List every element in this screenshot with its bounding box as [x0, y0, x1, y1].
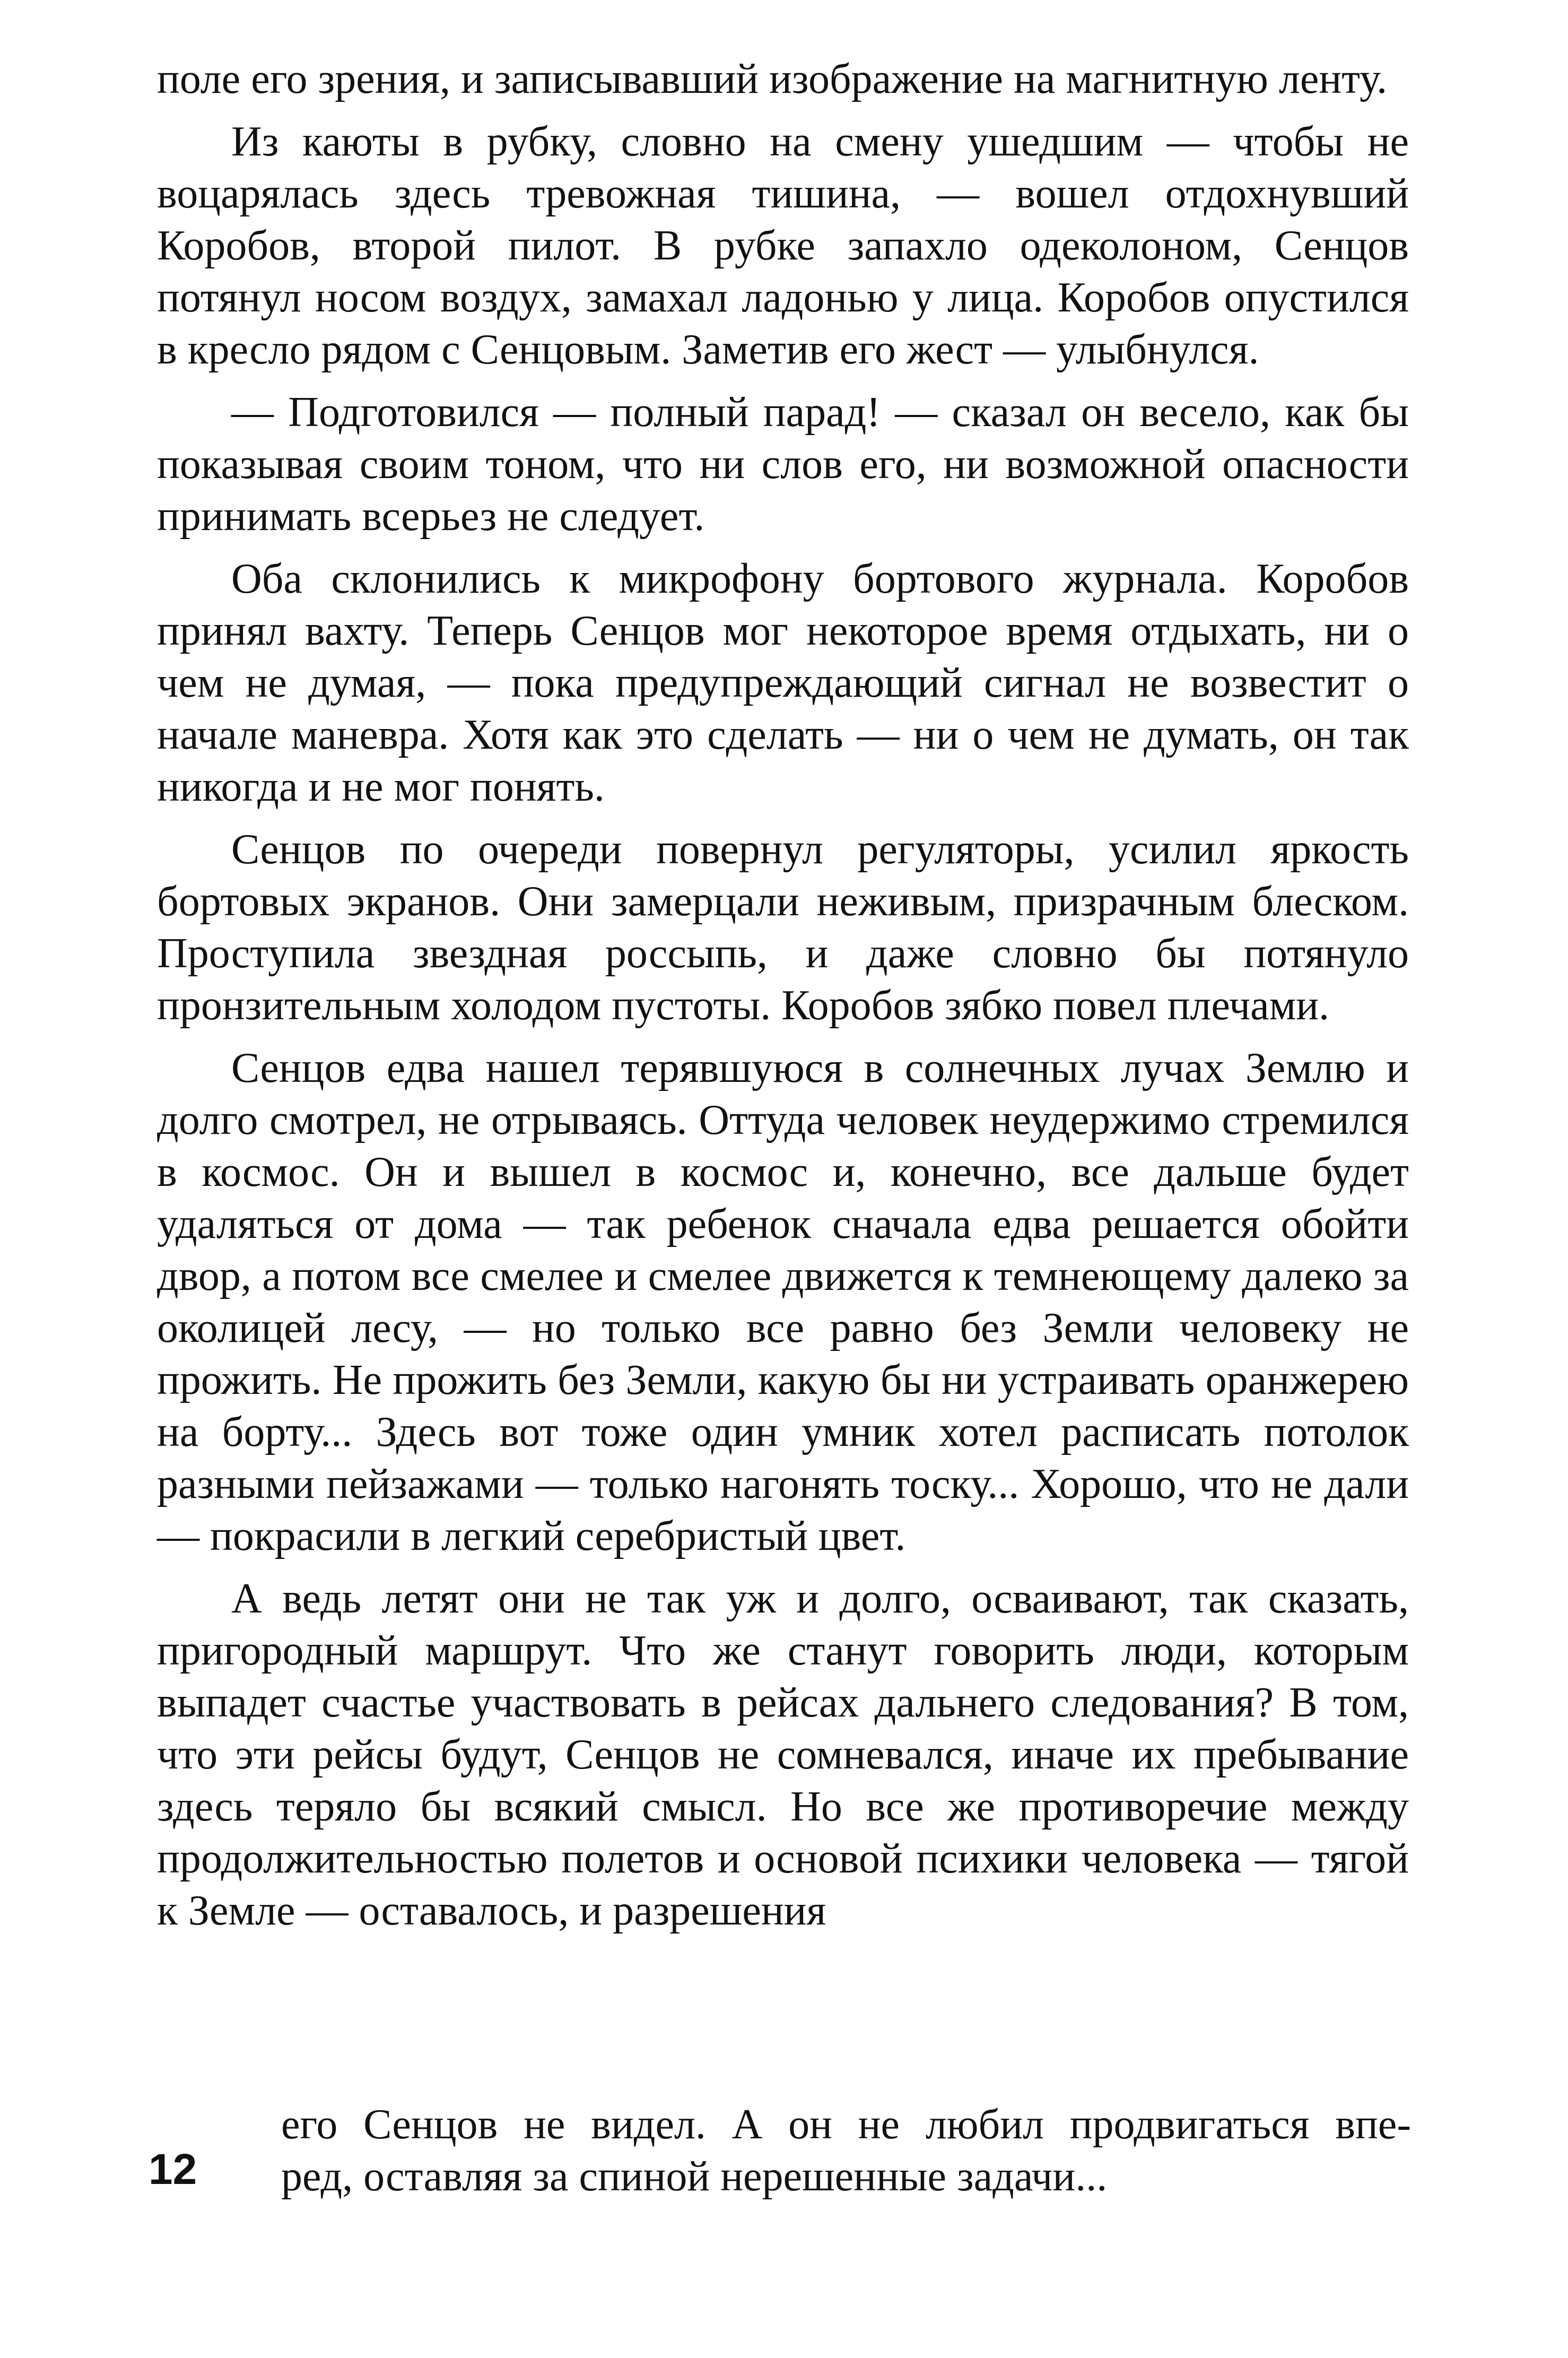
- paragraph-3: — Подготовился — полный парад! — сказал он весело, как бы показывая своим тоном, что ни слов его, ни возможной опасности принимать всерьез не следует.: [157, 389, 1409, 540]
- paragraph-7-tail: [281, 2099, 1411, 2203]
- tail-line-2: ред, оставляя за спиной нерешенные задачи...: [281, 2153, 1108, 2200]
- paragraph-6: Сенцов едва нашел терявшуюся в солнечных лучах Землю и долго смотрел, не отрываясь. Оттуда человек неудержимо стремился в космос. Он и вышел в космос и, конечно, все дальше будет удаляться от дома — так ребенок сначала едва решается обойти двор, а потом все смелее и смелее движется к темнеющему далеко за околицей лесу, — но только все равно без Земли человеку не прожить. Не прожить без Земли, какую бы ни устраивать оранжерею на борту... Здесь вот тоже один умник хотел расписать потолок разными пейзажами — только нагонять тоску... Хорошо, что не дали — покрасили в легкий серебристый цвет.: [157, 1045, 1409, 1559]
- page-number: 12: [149, 2145, 197, 2194]
- paragraph-2: Из каюты в рубку, словно на смену ушедшим — чтобы не воцарялась здесь тревожная тишина, — вошел отдохнувший Коробов, второй пилот. В рубке запахло одеколоном, Сенцов потянул носом воздух, замахал ладонью у лица. Коробов опустился в кресло рядом с Сенцовым. Заметив его жест — улыбнулся.: [157, 118, 1409, 373]
- paragraph-7: А ведь летят они не так уж и долго, осваивают, так сказать, пригородный маршрут. Что же станут говорить люди, которым выпадет счастье участвовать в рейсах дальнего следования? В том, что эти рейсы будут, Сенцов не сомневался, иначе их пребывание здесь теряло бы всякий смысл. Но все же противоречие между продолжительностью полетов и основой психики человека — тягой к Земле — оставалось, и разрешения: [157, 1575, 1409, 1934]
- page-body: [157, 53, 1409, 1937]
- tail-line-1: его Сенцов не видел. А он не любил продвигаться впе-: [281, 2101, 1411, 2148]
- paragraph-5: Сенцов по очереди повернул регуляторы, усилил яркость бортовых экранов. Они замерцали неживым, призрачным блеском. Проступила звездная россыпь, и даже словно бы потянуло пронзительным холодом пустоты. Коробов зябко повел плечами.: [157, 826, 1409, 1029]
- paragraph-4: Оба склонились к микрофону бортового журнала. Коробов принял вахту. Теперь Сенцов мог некоторое время отдыхать, ни о чем не думая, — пока предупреждающий сигнал не возвестит о начале маневра. Хотя как это сделать — ни о чем не думать, он так никогда и не мог понять.: [157, 556, 1409, 810]
- paragraph-1: поле его зрения, и записывавший изображение на магнитную ленту.: [157, 56, 1388, 102]
